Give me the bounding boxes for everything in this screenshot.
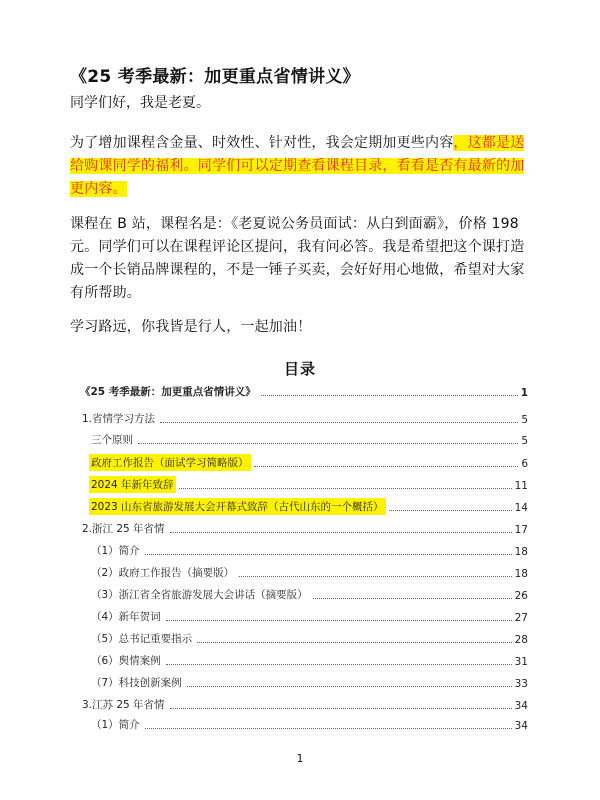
toc-entry-label: 2.浙江 25 年省情 <box>82 523 165 535</box>
toc-entry-label: （2）政府工作报告（摘要版） <box>91 567 235 579</box>
course-info-paragraph: 课程在 B 站，课程名是：《老夏说公务员面试：从白到面霸》，价格 198 元。同学们可以在课程评论区提问，我有问必答。我是希望把这个课打造成一个长销品牌课程的，不是一锤子买卖，会好好用心地做，希望对大家有所帮助。 <box>70 216 525 301</box>
toc-entry-page: 26 <box>514 590 528 602</box>
highlighted-notice: ，这都是送给购课同学的福利。同学们可以定期查看课程目录，看看是否有最新的加更内容。 <box>70 135 525 197</box>
toc-entry[interactable] <box>89 561 528 581</box>
toc-entry[interactable] <box>89 649 528 669</box>
toc-entry-page: 17 <box>514 524 528 536</box>
toc-entry-page: 28 <box>514 634 528 646</box>
toc-entry[interactable] <box>89 713 528 733</box>
toc-entry-page: 18 <box>514 568 528 580</box>
closing-paragraph: 学习路远，你我皆是行人，一起加油！ <box>70 319 312 335</box>
toc-entry-page: 11 <box>514 480 528 492</box>
toc-entry[interactable] <box>89 495 528 515</box>
toc-entry-label: （5）总书记重要指示 <box>91 633 193 645</box>
toc-entry-page: 6 <box>521 458 528 470</box>
toc-entry[interactable] <box>89 451 528 471</box>
toc-entry-page: 5 <box>521 435 528 447</box>
toc-leader-dots <box>239 576 511 577</box>
toc-entry[interactable] <box>89 605 528 625</box>
intro-paragraph <box>70 132 538 201</box>
toc-entry[interactable] <box>89 428 528 448</box>
toc-leader-dots <box>166 664 512 665</box>
toc-leader-dots <box>170 532 512 533</box>
toc-entry-page: 18 <box>514 546 528 558</box>
toc-entry-page: 27 <box>514 612 528 624</box>
toc-entry-label: 2024 年新年致辞 <box>89 476 176 493</box>
toc-leader-dots <box>145 554 512 555</box>
toc-entry-label: 三个原则 <box>91 434 133 446</box>
toc-entry-page: 33 <box>514 678 528 690</box>
toc-leader-dots <box>170 708 512 709</box>
toc-entry[interactable] <box>89 671 528 691</box>
toc-entry-page: 5 <box>521 414 528 426</box>
toc-entry-page: 14 <box>514 502 528 514</box>
toc-leader-dots <box>261 395 518 396</box>
toc-entry-label: （3）浙江省全省旅游发展大会讲话（摘要版） <box>91 589 308 601</box>
toc-leader-dots <box>160 422 518 423</box>
toc-entry-label: 2023 山东省旅游发展大会开幕式致辞（古代山东的一个概括） <box>89 498 386 515</box>
greeting-line: 同学们好，我是老夏。 <box>70 95 210 111</box>
toc-leader-dots <box>187 686 512 687</box>
toc-entry-page: 31 <box>514 656 528 668</box>
toc-entry[interactable] <box>89 473 528 493</box>
toc-entry[interactable] <box>89 583 528 603</box>
toc-heading: 目录 <box>283 360 316 378</box>
toc-entry[interactable] <box>80 407 528 427</box>
toc-entry-page: 34 <box>514 700 528 712</box>
toc-entry-label: 《25 考季最新：加更重点省情讲义》 <box>80 386 256 398</box>
toc-entry[interactable] <box>89 627 528 647</box>
toc-entry-label: （4）新年贺词 <box>91 611 161 623</box>
toc-entry[interactable] <box>80 693 528 713</box>
document-title: 《25 考季最新：加更重点省情讲义》 <box>70 67 360 87</box>
page-number: 1 <box>296 752 304 765</box>
toc-entry-page: 1 <box>520 387 528 399</box>
toc-entry[interactable] <box>78 380 528 400</box>
toc-leader-dots <box>145 728 512 729</box>
toc-entry-label: （1）简介 <box>91 545 140 557</box>
toc-entry[interactable] <box>80 517 528 537</box>
intro-text: 为了增加课程含金量、时效性、针对性，我会定期加更些内容 <box>70 135 454 151</box>
toc-leader-dots <box>389 510 512 511</box>
toc-entry-label: 3.江苏 25 年省情 <box>82 699 165 711</box>
toc-leader-dots <box>313 598 512 599</box>
toc-leader-dots <box>138 443 518 444</box>
toc-entry[interactable] <box>89 539 528 559</box>
toc-entry-label: 1.省情学习方法 <box>82 413 156 425</box>
toc-entry-label: （1）简介 <box>91 719 140 731</box>
toc-leader-dots <box>166 620 512 621</box>
toc-leader-dots <box>179 488 512 489</box>
toc-entry-label: 政府工作报告（面试学习简略版） <box>89 454 251 471</box>
toc-leader-dots <box>254 466 519 467</box>
toc-entry-label: （7）科技创新案例 <box>91 677 182 689</box>
toc-entry-label: （6）舆情案例 <box>91 655 161 667</box>
toc-entry-page: 34 <box>514 720 528 732</box>
toc-leader-dots <box>197 642 511 643</box>
